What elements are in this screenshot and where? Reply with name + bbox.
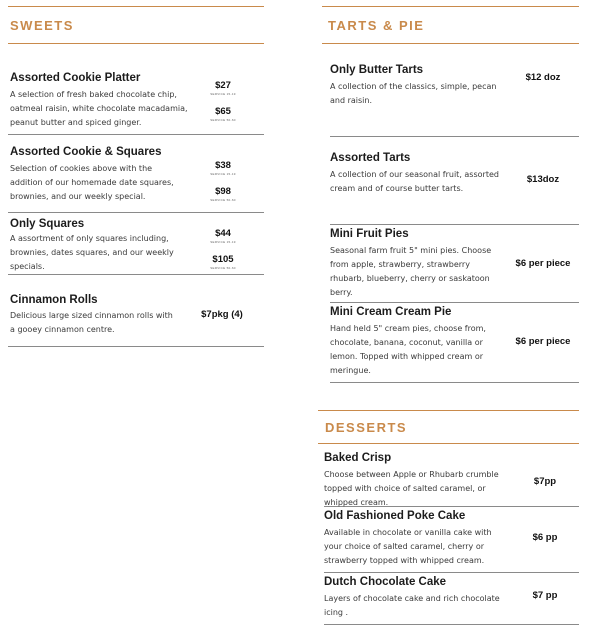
sweets-header — [8, 6, 264, 44]
item-name: Cinnamon Rolls — [10, 294, 98, 306]
item-name: Assorted Cookie & Squares — [10, 146, 162, 158]
menu-item — [330, 302, 579, 383]
item-price: $105 — [212, 254, 234, 265]
item-price: $44 — [215, 228, 231, 239]
price-note: SERVICE 15-19 — [210, 172, 236, 176]
item-description: Choose between Apple or Rhubarb crumble topped with choice of salted caramel, or whipped cream. — [324, 470, 499, 507]
item-name: Mini Fruit Pies — [330, 228, 409, 240]
menu-item — [8, 134, 264, 213]
item-price: $7pkg (4) — [201, 309, 243, 320]
tarts-title: TARTS & PIE — [328, 18, 425, 33]
menu-item — [324, 572, 579, 625]
item-price: $38 — [215, 160, 231, 171]
item-name: Only Squares — [10, 218, 85, 230]
item-price: $7 pp — [532, 590, 558, 601]
item-price: $98 — [215, 186, 231, 197]
item-name: Only Butter Tarts — [330, 64, 424, 76]
price-note: SERVICE 15-19 — [210, 240, 236, 244]
price-note: SERVICE 50-60 — [210, 118, 236, 122]
item-name: Assorted Tarts — [330, 152, 411, 164]
tarts-section — [322, 6, 579, 382]
desserts-top-rule — [318, 410, 579, 411]
item-price: $6 per piece — [515, 336, 571, 347]
menu-item — [324, 452, 579, 507]
menu-item — [8, 212, 264, 275]
menu-item — [330, 136, 579, 225]
item-price: $6 per piece — [515, 258, 571, 269]
desserts-section — [318, 410, 579, 624]
sweets-top-rule — [8, 6, 264, 7]
menu-item — [324, 506, 579, 573]
menu-item — [8, 64, 264, 135]
item-price: $65 — [215, 106, 231, 117]
item-description: A assortment of only squares including, brownies, dates squares, and our weekly specials. — [10, 234, 174, 271]
item-description: Selection of cookies above with the addition of our homemade date squares, brownies, and our weekly special. — [10, 164, 174, 201]
price-note: SERVICE 50-60 — [210, 198, 236, 202]
item-price: $6 pp — [532, 532, 558, 543]
item-name: Old Fashioned Poke Cake — [324, 510, 466, 522]
item-description: Seasonal farm fruit 5" mini pies. Choose from apple, strawberry, strawberry rhubarb, blueberry, cherry or saskatoon berry. — [330, 246, 492, 297]
desserts-title: DESSERTS — [325, 420, 408, 435]
item-price: $12 doz — [525, 72, 561, 83]
tarts-top-rule — [322, 6, 579, 7]
item-description: Hand held 5" cream pies, choose from, chocolate, banana, coconut, vanilla or lemon. Topped with whipped cream or meringue. — [330, 324, 486, 375]
item-price: $13doz — [526, 174, 560, 185]
item-name: Dutch Chocolate Cake — [324, 576, 447, 588]
item-price: $7pp — [533, 476, 557, 487]
menu-item — [330, 44, 579, 137]
sweets-section — [8, 6, 264, 346]
item-name: Mini Cream Cream Pie — [330, 306, 452, 318]
item-description: Available in chocolate or vanilla cake with your choice of salted caramel, cherry or strawberry topped with whipped cream. — [324, 528, 492, 565]
tarts-header — [322, 6, 579, 44]
price-note: SERVICE 15-19 — [210, 92, 236, 96]
item-description: A selection of fresh baked chocolate chip, oatmeal raisin, white chocolate macadamia, peanut butter and spiced ginger. — [10, 90, 188, 127]
item-price: $27 — [215, 80, 231, 91]
menu-item — [8, 274, 264, 347]
item-description: Layers of chocolate cake and rich chocolate icing . — [324, 594, 500, 617]
item-description: A collection of the classics, simple, pecan and raisin. — [330, 82, 497, 105]
item-name: Baked Crisp — [324, 452, 392, 464]
item-name: Assorted Cookie Platter — [10, 72, 141, 84]
price-note: SERVICE 50-60 — [210, 266, 236, 270]
sweets-title: SWEETS — [10, 18, 74, 33]
menu-item — [330, 224, 579, 303]
item-description: Delicious large sized cinnamon rolls with a gooey cinnamon centre. — [10, 311, 173, 334]
item-description: A collection of our seasonal fruit, assorted cream and of course butter tarts. — [330, 170, 499, 193]
desserts-header — [318, 410, 579, 444]
